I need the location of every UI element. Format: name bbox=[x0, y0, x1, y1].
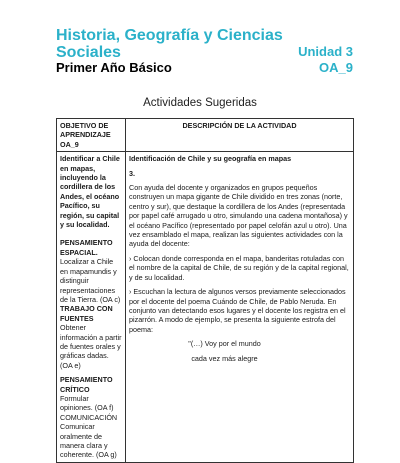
skill-spatial-text: Localizar a Chile en mapamundis y distinguir representaciones de la Tierra. (OA c) bbox=[60, 257, 121, 304]
skill-spatial bbox=[60, 238, 122, 304]
poem-line-2: cada vez más alegre bbox=[191, 353, 258, 363]
subject-title: Historia, Geografía y Ciencias Sociales bbox=[56, 27, 283, 61]
skill-critical-text: Formular opiniones. (OA f) bbox=[60, 393, 114, 413]
activity-bullet-2: › Escuchan la lectura de algunos versos previamente seleccionados por el docente del poema Cuándo de Chile, de Pablo Neruda. En conjunto van detectando esos lugares y el docente los registra en el pizarrón. A modo de ejemplo, se presenta la siguiente estrofa del poema: bbox=[129, 287, 346, 334]
activity-cell bbox=[126, 152, 354, 463]
grade-label: Primer Año Básico bbox=[56, 60, 172, 75]
objective-column-header: OBJETIVO DE APRENDIZAJE OA_9 bbox=[57, 119, 126, 152]
skill-sources-title: TRABAJO CON FUENTES bbox=[60, 304, 113, 323]
section-heading: Actividades Sugeridas bbox=[143, 97, 257, 109]
description-column-header: DESCRIPCIÓN DE LA ACTIVIDAD bbox=[126, 119, 354, 152]
skill-sources-text: Obtener información a partir de fuentes orales y gráficas dadas. (OA e) bbox=[60, 323, 122, 370]
activity-bullet-1: › Colocan donde corresponda en el mapa, banderitas rotuladas con el nombre de la capital de Chile, de su región y de la capital regional, y de su localidad. bbox=[129, 253, 349, 282]
objective-cell bbox=[57, 152, 126, 463]
table-header-row bbox=[57, 119, 354, 152]
activities-table bbox=[56, 118, 354, 463]
poem-line-1: "(…) Voy por el mundo bbox=[188, 339, 261, 349]
skill-critical-title: PENSAMIENTO CRÍTICO bbox=[60, 375, 113, 394]
skill-spatial-title: PENSAMIENTO ESPACIAL. bbox=[60, 238, 113, 257]
activity-number: 3. bbox=[129, 168, 135, 178]
oa-code-label: OA_9 bbox=[319, 60, 353, 75]
skill-communication-text: Comunicar oralmente de manera clara y coherente. (OA g) bbox=[60, 422, 117, 460]
activity-title: Identificación de Chile y su geografía en mapas bbox=[129, 154, 292, 164]
skill-communication-title: COMUNICACIÓN bbox=[60, 412, 118, 422]
table-row bbox=[57, 152, 354, 463]
activity-paragraph: Con ayuda del docente y organizados en grupos pequeños construyen un mapa gigante de Chile dividido en tres zonas (norte, centro y sur), que destaque la cordillera de los Andes (representada por papel café arrugado u otro, simulando una cadena montañosa) y el océano Pacífico (representado por papel celofán azul u otro). Una vez ensamblado el mapa, realizan las siguientes actividades con la ayuda del docente: bbox=[129, 183, 348, 249]
unit-label: Unidad 3 bbox=[298, 44, 353, 59]
objective-main: Identificar a Chile en mapas, incluyendo la cordillera de los Andes, el océano Pacífico, su región, su capital y su localidad. bbox=[60, 154, 120, 230]
